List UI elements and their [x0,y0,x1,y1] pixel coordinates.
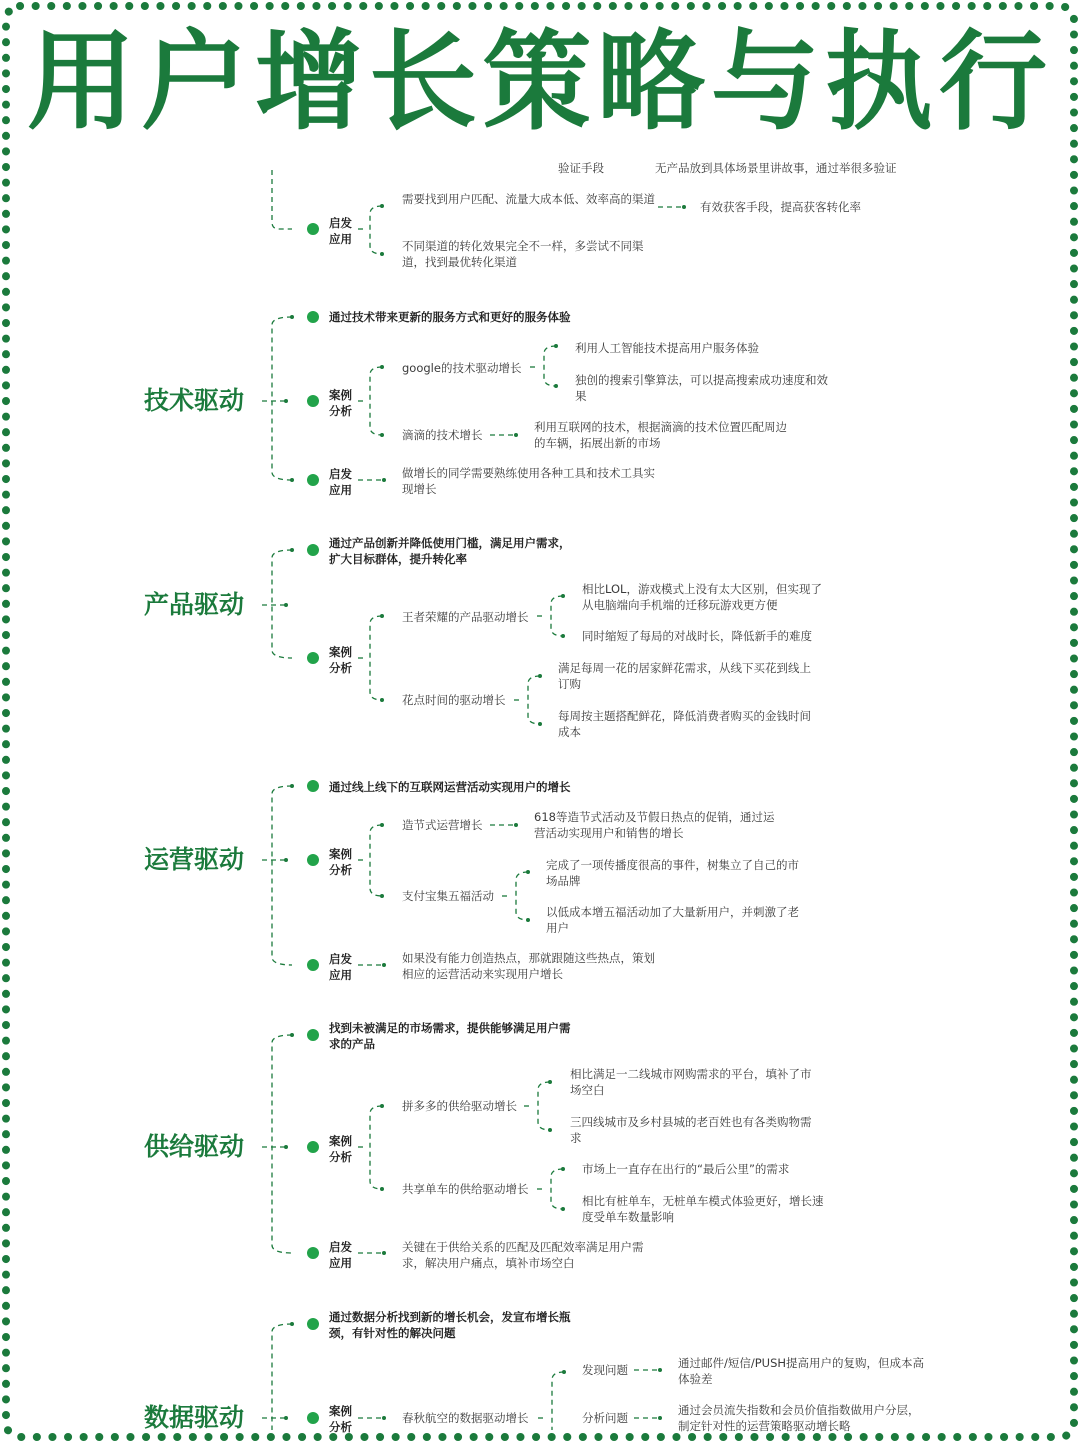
case-hdsj: 花点时间的驱动增长 [402,693,506,707]
case-item: 同时缩短了每局的对战时长，降低新手的难度 [582,629,812,643]
case-item: 完成了一项传播度很高的事件，树集立了自己的市场品牌 [546,858,799,888]
case-item: 利用互联网的技术，根据滴滴的技术位置匹配周边的车辆，拓展出新的市场 [534,420,787,450]
section-title-product: 产品驱动 [144,590,245,619]
apply-label: 启发应用 [329,216,352,246]
top-cut-strip [0,158,1080,178]
case-item: 相比LOL，游戏模式上没有太大区别，但实现了从电脑端向手机端的迁移玩游戏更方便 [582,582,822,612]
case-label: 案例分析 [329,847,352,877]
case-item: 相比满足一二线城市网购需求的平台，填补了市场空白 [570,1067,812,1097]
case-item: 通过会员流失指数和会员价值指数做用户分层，制定针对性的运营策略驱动增长略 [678,1403,920,1433]
case-label: 案例分析 [329,1134,352,1164]
case-item: 独创的搜索引擎算法，可以提高搜索成功速度和效果 [575,373,828,403]
cut-text: 无产品放到具体场景里讲故事，通过举很多验证 [655,161,897,175]
section-summary: 通过产品创新并降低使用门槛，满足用户需求，扩大目标群体，提升转化率 [329,536,571,566]
node-dot [307,223,319,235]
case-didi: 滴滴的技术增长 [402,428,483,442]
node-dot [307,1029,319,1041]
section-title-tech: 技术驱动 [144,386,245,415]
section-summary: 通过线上线下的互联网运营活动实现用户的增长 [329,780,571,794]
section-summary: 通过数据分析找到新的增长机会，发宣布增长瓶颈，有针对性的解决问题 [329,1310,571,1340]
case-bike: 共享单车的供给驱动增长 [402,1182,529,1196]
node-dot [307,1141,319,1153]
case-alipay: 支付宝集五福活动 [402,889,494,903]
case-item: 以低成本增五福活动加了大量新用户，并刺激了老用户 [546,905,799,935]
case-item: 满足每周一花的居家鲜花需求，从线下买花到线上订购 [558,661,811,691]
case-item: 通过邮件/短信/PUSH提高用户的复购，但成本高体验差 [678,1356,925,1386]
apply-item: 不同渠道的转化效果完全不一样，多尝试不同渠道，找到最优转化渠道 [402,239,644,269]
case-item: 相比有桩单车，无桩单车模式体验更好，增长速度受单车数量影响 [582,1194,824,1224]
case-find: 发现问题 [582,1363,628,1377]
apply-label: 启发应用 [329,467,352,497]
page-title: 用户增长策略与执行 [26,20,1053,145]
apply-result: 有效获客手段，提高获客转化率 [700,200,861,214]
case-pdd: 拼多多的供给驱动增长 [402,1099,517,1113]
case-item: 618等造节式活动及节假日热点的促销，通过运营活动实现用户和销售的增长 [534,810,775,840]
case-item: 利用人工智能技术提高用户服务体验 [575,341,759,355]
section-summary: 找到未被满足的市场需求，提供能够满足用户需求的产品 [329,1021,571,1051]
section-title-data: 数据驱动 [144,1403,245,1432]
case-google: google的技术驱动增长 [402,361,522,375]
node-dot [307,1247,319,1259]
case-label: 案例分析 [329,388,352,418]
cut-text: 验证手段 [558,161,604,175]
case-item: 三四线城市及乡村县城的老百姓也有各类购物需求 [570,1115,812,1145]
case-item: 市场上一直存在出行的“最后公里”的需求 [582,1162,790,1176]
section-title-ops: 运营驱动 [144,845,245,874]
node-dot [307,1412,319,1424]
section-title-supply: 供给驱动 [144,1132,245,1161]
apply-item: 做增长的同学需要熟练使用各种工具和技术工具实现增长 [402,466,655,496]
apply-item: 需要找到用户匹配、流量大成本低、效率高的渠道 [402,192,655,206]
node-dot [307,395,319,407]
case-spring: 春秋航空的数据驱动增长 [402,1411,529,1425]
case-label: 案例分析 [329,1404,352,1434]
section-summary: 通过技术带来更新的服务方式和更好的服务体验 [329,310,571,324]
node-dot [307,544,319,556]
node-dot [307,1318,319,1330]
case-item: 每周按主题搭配鲜花，降低消费者购买的金钱时间成本 [558,709,811,739]
node-dot [307,780,319,792]
node-dot [307,652,319,664]
apply-label: 启发应用 [329,952,352,982]
case-analyze: 分析问题 [582,1411,628,1425]
case-wzry: 王者荣耀的产品驱动增长 [402,610,529,624]
node-dot [307,854,319,866]
apply-item: 关键在于供给关系的匹配及匹配效率满足用户需求，解决用户痛点，填补市场空白 [402,1240,644,1270]
node-dot [307,959,319,971]
apply-item: 如果没有能力创造热点，那就跟随这些热点，策划相应的运营活动来实现用户增长 [402,951,655,981]
node-dot [307,474,319,486]
case-festival: 造节式运营增长 [402,818,483,832]
apply-label: 启发应用 [329,1240,352,1270]
case-label: 案例分析 [329,645,352,675]
node-dot [307,311,319,323]
